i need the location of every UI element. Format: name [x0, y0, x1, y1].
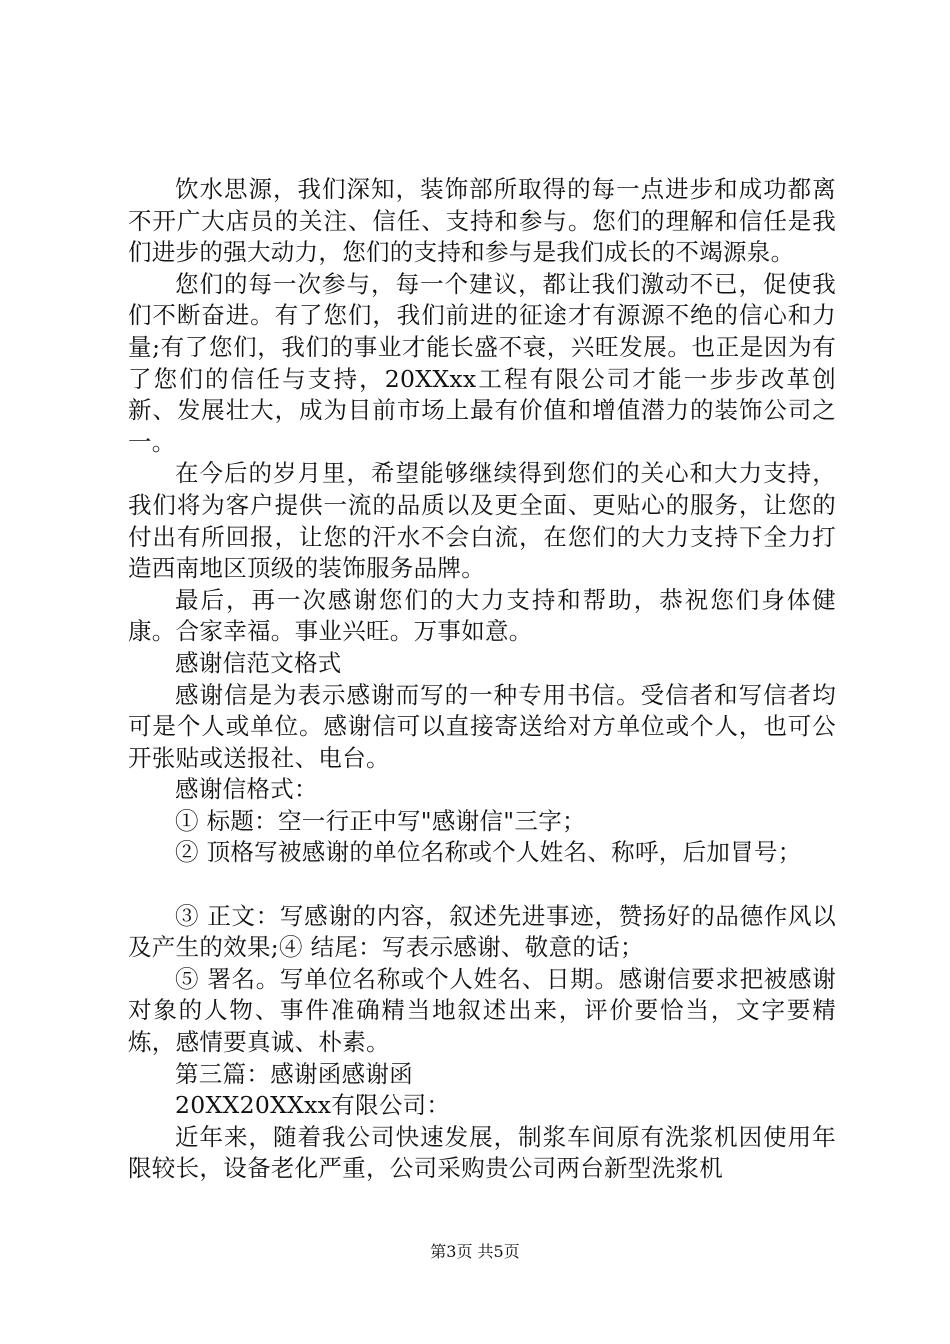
document-body — [128, 174, 836, 1185]
paragraph-5: 感谢信是为表示感谢而写的一种专用书信。受信者和写信者均可是个人或单位。感谢信可以直接寄送给对方单位或个人，也可公开张贴或送报社、电台。 — [128, 680, 836, 772]
page-number-footer: 第3页 共5页 — [430, 1242, 520, 1261]
paragraph-3: 在今后的岁月里，希望能够继续得到您们的关心和大力支持，我们将为客户提供一流的品质以及更全面、更贴心的服务，让您的付出有所回报，让您的汗水不会白流，在您们的大力支持下全力打造西南地区顶级的装饰服务品牌。 — [128, 459, 836, 583]
format-item-2: ② 顶格写被感谢的单位名称或个人姓名、称呼，后加冒号； — [175, 838, 802, 867]
format-list-heading: 感谢信格式： — [175, 775, 318, 804]
paragraph-4: 最后，再一次感谢您们的大力支持和帮助，恭祝您们身体健康。合家幸福。事业兴旺。万事如意。 — [128, 585, 836, 646]
paragraph-2: 您们的每一次参与，每一个建议，都让我们激动不已，促使我们不断奋进。有了您们，我们前进的征途才有源源不绝的信心和力量;有了您们，我们的事业才能长盛不衰，兴旺发展。也正是因为有了您们的信任与支持，20XXxx工程有限公司才能一步步改革创新、发展壮大，成为目前市场上最有价值和增值潜力的装饰公司之一。 — [128, 269, 836, 456]
salutation: 20XX20XXxx有限公司： — [175, 1091, 451, 1120]
paragraph-1: 饮水思源，我们深知，装饰部所取得的每一点进步和成功都离不开广大店员的关注、信任、支持和参与。您们的理解和信任是我们进步的强大动力，您们的支持和参与是我们成长的不竭源泉。 — [128, 175, 836, 267]
format-item-3-4: ③ 正文：写感谢的内容，叙述先进事迹，赞扬好的品德作风以及产生的效果;④ 结尾：写表示感谢、敬意的话； — [128, 901, 836, 962]
section-heading-format: 感谢信范文格式 — [175, 648, 342, 677]
format-item-5: ⑤ 署名。写单位名称或个人姓名、日期。感谢信要求把被感谢对象的人物、事件准确精当地叙述出来，评价要恰当，文字要精炼，感情要真诚、朴素。 — [128, 964, 836, 1057]
section-heading-part3: 第三篇：感谢函感谢函 — [175, 1059, 413, 1088]
format-item-1: ① 标题：空一行正中写"感谢信"三字； — [175, 806, 586, 835]
paragraph-6: 近年来，随着我公司快速发展，制浆车间原有洗浆机因使用年限较长，设备老化严重，公司采购贵公司两台新型洗浆机 — [128, 1122, 836, 1183]
